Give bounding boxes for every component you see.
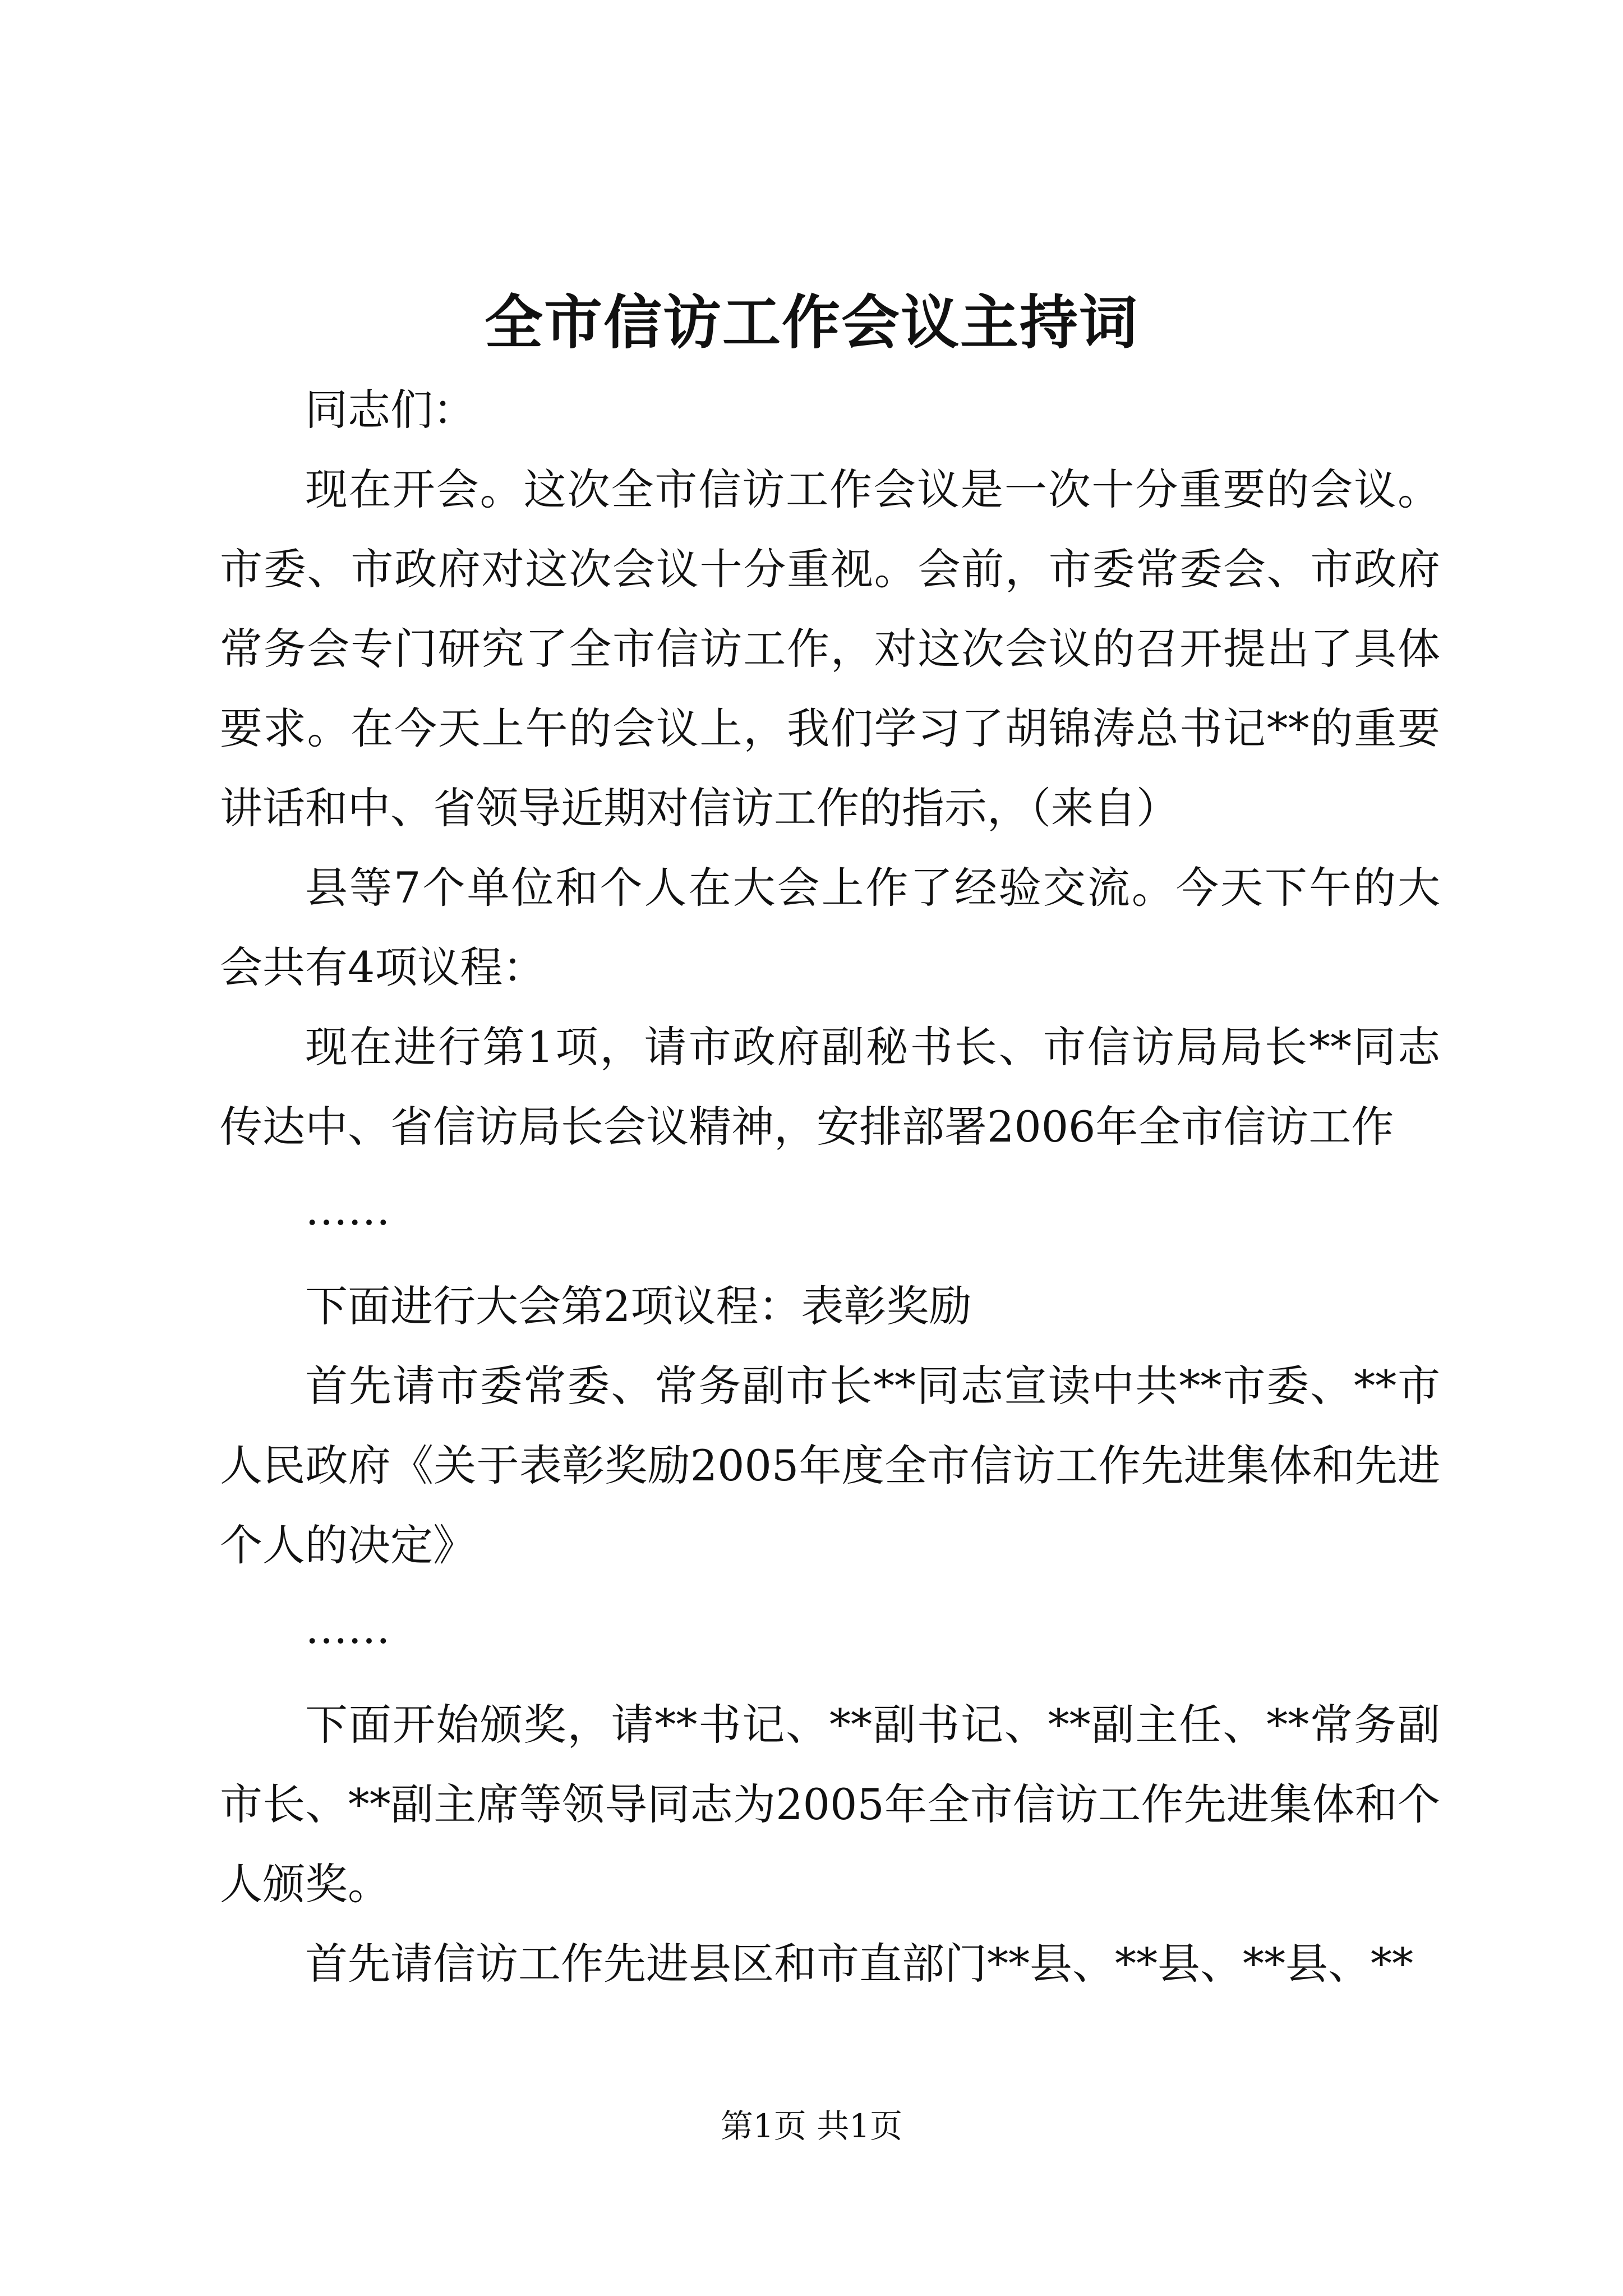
paragraph-agenda: 县等7个单位和个人在大会上作了经验交流。今天下午的大会共有4项议程： <box>220 863 1440 992</box>
paragraph-greeting: 同志们： <box>305 385 476 435</box>
paragraph-awards: 下面开始颁奖，请**书记、**副书记、**副主任、**常务副市长、**副主席等领导同志为2005年全市信访工作先进集体和个人颁奖。 <box>220 1700 1440 1909</box>
paragraph-awardees: 首先请信访工作先进县区和市直部门**县、**县、**县、** <box>305 1939 1413 1989</box>
paragraph-decision: 首先请市委常委、常务副市长**同志宣读中共**市委、**市人民政府《关于表彰奖励2005年度全市信访工作先进集体和先进个人的决定》 <box>220 1361 1440 1570</box>
page-footer: 第1页 共1页 <box>720 2107 903 2145</box>
paragraph-ellipsis-2: …… <box>305 1603 390 1653</box>
document-body <box>220 370 1440 2004</box>
paragraph-opening: 现在开会。这次全市信访工作会议是一次十分重要的会议。市委、市政府对这次会议十分重视。会前，市委常委会、市政府常务会专门研究了全市信访工作，对这次会议的召开提出了具体要求。在今天上午的会议上，我们学习了胡锦涛总书记**的重要讲话和中、省领导近期对信访工作的指示，（来自） <box>220 464 1440 833</box>
paragraph-ellipsis-1: …… <box>305 1185 390 1235</box>
paragraph-item-2: 下面进行大会第2项议程：表彰奖励 <box>305 1281 972 1331</box>
document-title: 全市信访工作会议主持词 <box>484 288 1138 357</box>
paragraph-item-1: 现在进行第1项，请市政府副秘书长、市信访局局长**同志传达中、省信访局长会议精神，安排部署2006年全市信访工作 <box>220 1022 1440 1152</box>
